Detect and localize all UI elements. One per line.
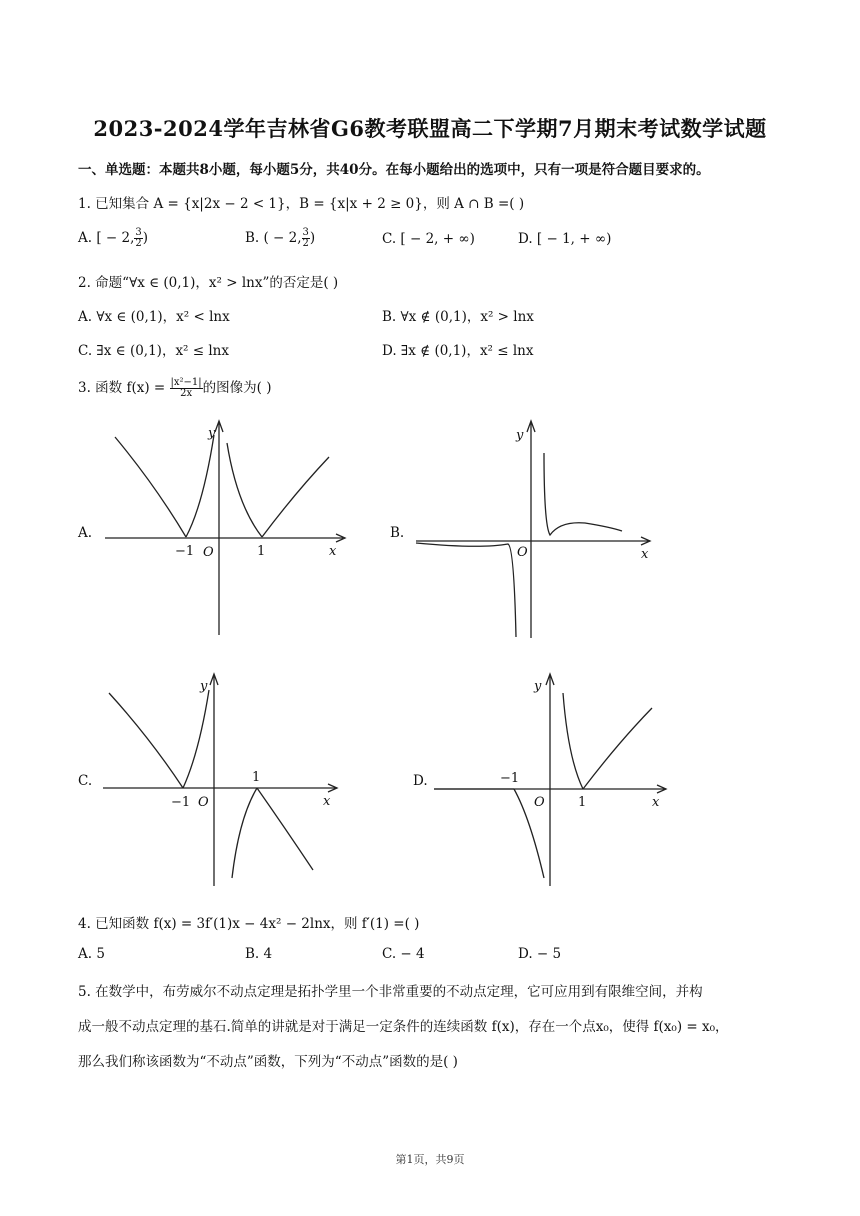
q1-option-b-fraction <box>302 228 310 249</box>
q3-graph-a <box>95 415 355 640</box>
curve-left-inner <box>186 435 214 537</box>
curve-right-inner <box>232 788 257 878</box>
q1-option-b-post: ) <box>309 230 316 246</box>
tick-label-1: 1 <box>578 795 587 810</box>
q1-option-a-numerator: 3 <box>135 227 142 238</box>
y-axis-label: y <box>200 679 208 694</box>
y-axis-label: y <box>534 679 542 694</box>
q2-option-a: A. ∀x ∈ (0,1)，x² < lnx <box>78 309 230 325</box>
q1-option-b-pre: B. ( − 2, <box>245 230 302 246</box>
curve-left-branch <box>416 543 516 637</box>
q4-option-a: A. 5 <box>78 946 105 962</box>
q1-option-b <box>245 228 315 249</box>
q1-option-b-numerator: 3 <box>302 227 309 238</box>
curve-right-inner <box>227 443 262 537</box>
q5-line-2: 成一般不动点定理的基石.简单的讲就是对于满足一定条件的连续函数 f(x)，存在一个点x₀，使得 f(x₀) = x₀， <box>78 1019 729 1035</box>
q2-option-b: B. ∀x ∉ (0,1)，x² > lnx <box>382 309 534 325</box>
x-axis-label: x <box>652 795 660 810</box>
tick-label-neg1: −1 <box>500 771 520 786</box>
q3-graph-d-label: D. <box>413 773 428 789</box>
q1-option-b-denominator: 2 <box>302 238 309 249</box>
q2-option-c: C. ∃x ∈ (0,1)，x² ≤ lnx <box>78 343 229 359</box>
q3-fraction-denominator: 2x <box>180 388 193 399</box>
q4-option-c: C. − 4 <box>382 946 425 962</box>
q3-graph-c <box>95 668 355 893</box>
q1-option-c: C. [ − 2, + ∞) <box>382 231 475 247</box>
q3-graph-b-label: B. <box>390 525 405 541</box>
curve-right-inner <box>563 693 583 789</box>
curve-left-branch <box>109 693 183 788</box>
section-heading: 一、单选题：本题共8小题，每小题5分，共40分。在每小题给出的选项中，只有一项是符合题目要求的。 <box>78 162 710 178</box>
q1-option-a-post: ) <box>142 230 149 246</box>
q2-option-d: D. ∃x ∉ (0,1)，x² ≤ lnx <box>382 343 534 359</box>
q4-option-d: D. − 5 <box>518 946 562 962</box>
q3-stem-post: 的图像为( ) <box>202 380 272 396</box>
x-axis-label: x <box>641 547 649 562</box>
x-axis-label: x <box>329 544 337 559</box>
curve-left-branch <box>115 437 186 537</box>
q1-option-d: D. [ − 1, + ∞) <box>518 231 612 247</box>
tick-label-neg1: −1 <box>171 795 191 810</box>
q3-graph-c-label: C. <box>78 773 93 789</box>
y-axis-label: y <box>516 428 524 443</box>
q3-graph-d <box>430 668 680 893</box>
page-footer: 第1页，共9页 <box>395 1153 465 1166</box>
y-axis-label: y <box>208 426 216 441</box>
curve-left-inner <box>183 690 209 788</box>
q3-fraction-numerator: |x²−1| <box>170 377 202 388</box>
x-axis-label: x <box>323 794 331 809</box>
q1-option-a-pre: A. [ − 2, <box>78 230 135 246</box>
tick-label-1: 1 <box>252 770 261 785</box>
q3-graph-b <box>410 415 670 640</box>
tick-label-neg1: −1 <box>175 544 195 559</box>
q2-stem: 2. 命题“∀x ∈ (0,1)，x² > lnx”的否定是( ) <box>78 275 339 291</box>
q3-stem-fraction <box>170 378 203 399</box>
q3-stem-pre: 3. 函数 f(x) = <box>78 380 166 396</box>
curve-right-branch <box>257 788 313 870</box>
origin-label: O <box>517 545 528 560</box>
tick-label-1: 1 <box>257 544 266 559</box>
curve-right-branch <box>544 453 622 535</box>
q3-stem <box>78 376 271 399</box>
q1-option-a <box>78 228 148 249</box>
q1-stem: 1. 已知集合 A = {x|2x − 2 < 1}，B = {x|x + 2 ≥ 0}，则 A ∩ B =( ) <box>78 196 525 212</box>
q1-option-a-fraction <box>134 228 142 249</box>
q1-option-a-denominator: 2 <box>135 238 142 249</box>
q5-line-3: 那么我们称该函数为“不动点”函数，下列为“不动点”函数的是( ) <box>78 1054 458 1070</box>
origin-label: O <box>203 545 214 560</box>
exam-title: 2023-2024学年吉林省G6教考联盟高二下学期7月期末考试数学试题 <box>93 116 767 141</box>
curve-right-branch <box>262 457 329 537</box>
q5-line-1: 5. 在数学中，布劳威尔不动点定理是拓扑学里一个非常重要的不动点定理，它可应用到有限维空间，并构 <box>78 984 703 1000</box>
q3-graph-a-label: A. <box>78 525 93 541</box>
origin-label: O <box>198 795 209 810</box>
q4-stem: 4. 已知函数 f(x) = 3f′(1)x − 4x² − 2lnx，则 f′(1) =( ) <box>78 916 420 932</box>
curve-right-branch <box>583 708 652 789</box>
origin-label: O <box>534 795 545 810</box>
q4-option-b: B. 4 <box>245 946 273 962</box>
